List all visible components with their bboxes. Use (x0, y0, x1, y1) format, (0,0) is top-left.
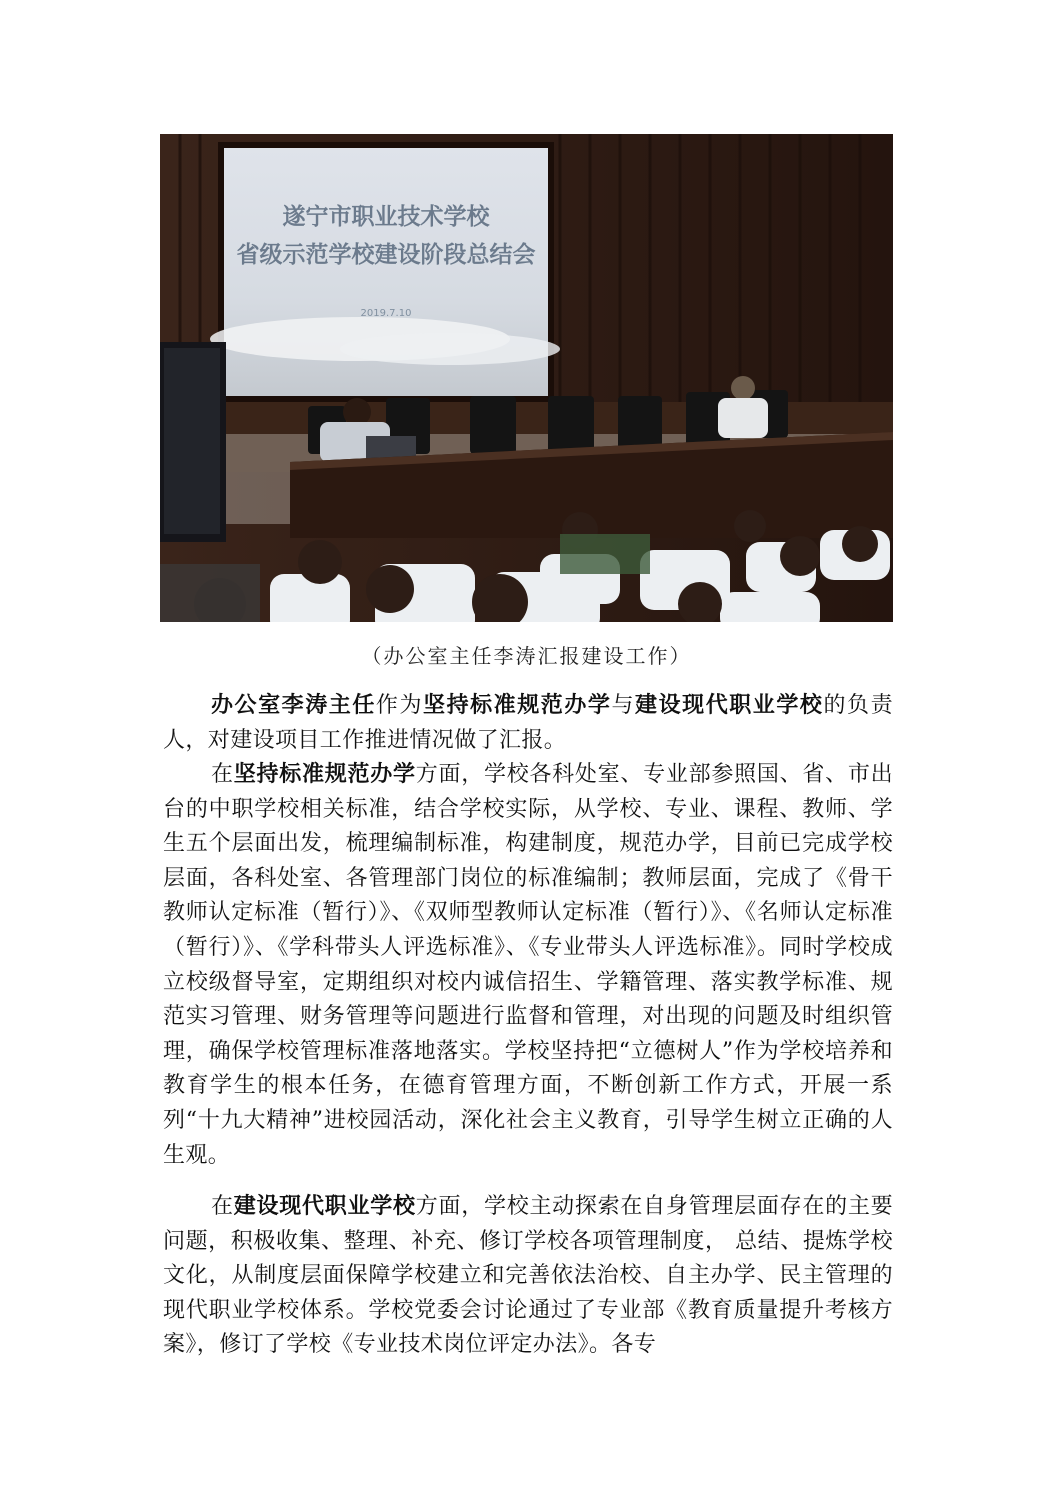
meeting-photo (160, 134, 893, 622)
meeting-photo-illustration (160, 134, 893, 622)
screen-title-line1: 遂宁市职业技术学校 (282, 204, 490, 230)
paragraph-standards: 在坚持标准规范办学方面，学校各科处室、专业部参照国、省、市出台的中职学校相关标准，结合学校实际，从学校、专业、课程、教师、学生五个层面出发，梳理编制标准，构建制度，规范办学，目前已完成学校层面，各科处室、各管理部门岗位的标准编制；教师层面，完成了《骨干教师认定标准（暂行）》、《双师型教师认定标准（暂行）》、《名师认定标准（暂行）》、《学科带头人评选标准》、《专业带头人评选标准》。同时学校成立校级督导室，定期组织对校内诚信招生、学籍管理、落实教学标准、规范实习管理、财务管理等问题进行监督和管理，对出现的问题及时组织管理，确保学校管理标准落地落实。学校坚持把“立德树人”作为学校培养和教育学生的根本任务，在德育管理方面，不断创新工作方式，开展一系列“十九大精神”进校园活动，深化社会主义教育，引导学生树立正确的人生观。 (163, 761, 894, 1168)
bold-modern-school-topic: 建设现代职业学校 (635, 692, 824, 718)
paragraph-modern-school: 在建设现代职业学校方面，学校主动探索在自身管理层面存在的主要问题，积极收集、整理、补充、修订学校各项管理制度， 总结、提炼学校文化，从制度层面保障学校建立和完善依法治校、自主办学、民主管理的现代职业学校体系。学校党委会讨论通过了专业部《教育质量提升考核方案》，修订了学校《专业技术岗位评定办法》。各专 (163, 1193, 894, 1358)
photo-caption: （办公室主任李涛汇报建设工作） (361, 644, 692, 668)
screen-date: 2019.7.10 (360, 308, 412, 319)
screen-title-line2: 省级示范学校建设阶段总结会 (236, 242, 536, 268)
bold-modern-school-heading: 建设现代职业学校 (233, 1193, 416, 1219)
bold-standards-topic: 坚持标准规范办学 (423, 692, 612, 718)
bold-standards-heading: 坚持标准规范办学 (233, 761, 416, 787)
paragraph-report: 办公室李涛主任作为坚持标准规范办学与建设现代职业学校的负责人，对建设项目工作推进情况做了汇报。 (163, 692, 893, 753)
bold-director-name: 办公室李涛主任 (211, 692, 376, 718)
